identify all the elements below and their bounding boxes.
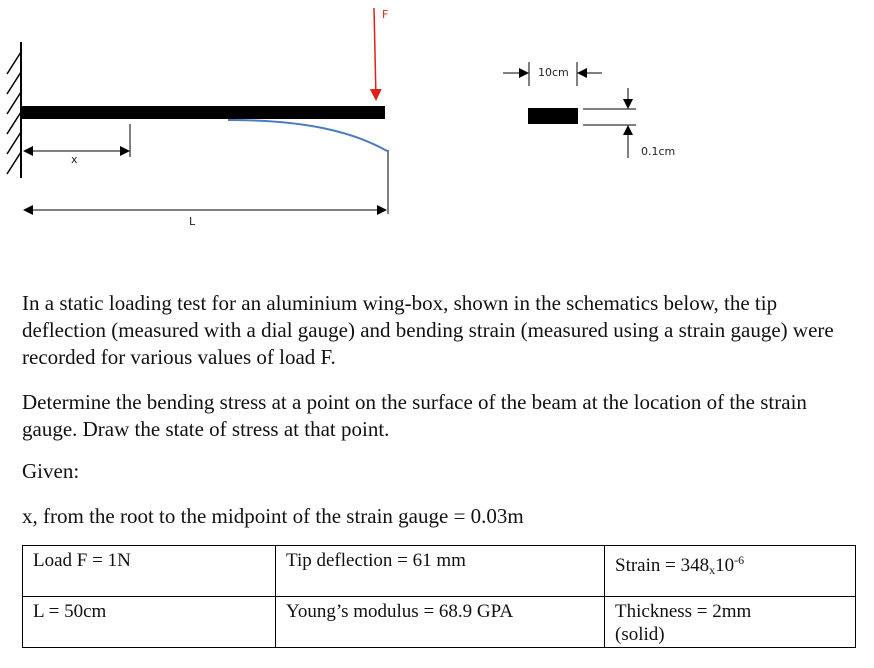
- task-text: Determine the bending stress at a point on the surface of the beam at the location of the strain gauge. Draw the state of stress at that point.: [22, 390, 807, 441]
- x-definition-text: x, from the root to the midpoint of the strain gauge = 0.03m: [22, 504, 524, 528]
- table-row: [23, 546, 856, 597]
- force-arrow: [374, 8, 376, 99]
- strain-value: Strain = 348: [615, 555, 710, 576]
- given-text: Given:: [22, 459, 80, 483]
- strain-base: 10: [715, 555, 735, 576]
- width-label: 10cm: [538, 66, 569, 79]
- thickness-value: Thickness = 2mm: [615, 601, 752, 622]
- given-heading: [22, 458, 862, 485]
- length-cell: L = 50cm: [23, 597, 276, 648]
- given-values-table: [22, 545, 856, 648]
- youngs-modulus-cell: Young’s modulus = 68.9 GPA: [276, 597, 605, 648]
- length-label: L: [189, 215, 196, 228]
- beam: [22, 106, 385, 119]
- x-definition: [22, 503, 862, 530]
- force-label: F: [382, 8, 389, 21]
- strain-exponent: -6: [734, 553, 745, 567]
- x-label: x: [71, 153, 78, 166]
- thickness-note: (solid): [615, 624, 665, 645]
- beam-schematic: [0, 0, 874, 270]
- load-cell: Load F = 1N: [23, 546, 276, 597]
- problem-paragraph: [22, 290, 862, 371]
- tip-deflection-cell: Tip deflection = 61 mm: [276, 546, 605, 597]
- strain-multiplier: x: [709, 563, 716, 577]
- deflection-curve: [228, 120, 387, 151]
- length-dimension: [24, 150, 388, 214]
- fixed-wall: [7, 42, 21, 178]
- thickness-label: 0.1cm: [641, 145, 676, 158]
- strain-cell: [605, 546, 856, 597]
- task-paragraph: [22, 389, 862, 443]
- thickness-cell: [605, 597, 856, 648]
- table-row: [23, 597, 856, 648]
- problem-text: In a static loading test for an aluminium wing-box, shown in the schematics below, the tip deflection (measured with a dial gauge) and bending strain (measured using a strain gauge) were recorded for various values of load F.: [22, 291, 834, 369]
- beam-cross-section: [528, 108, 578, 124]
- thickness-dimension: [583, 88, 636, 158]
